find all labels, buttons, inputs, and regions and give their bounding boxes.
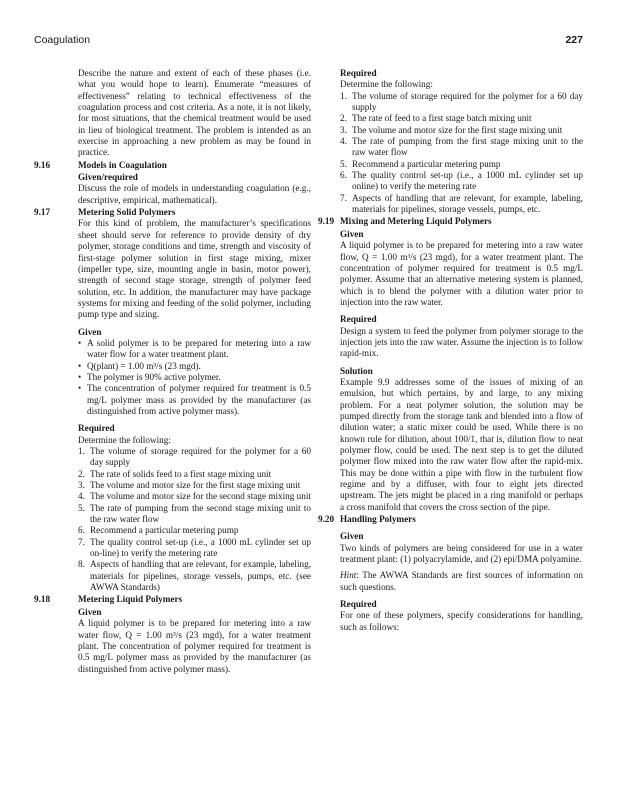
section-title: Models in Coagulation bbox=[78, 159, 167, 170]
given-heading: Given bbox=[340, 228, 364, 239]
list-item: 4. The volume and motor size for the second stage mixing unit bbox=[78, 491, 311, 502]
running-header bbox=[34, 34, 583, 48]
list-item: 1. The volume of storage required for the polymer for a 60 day supply bbox=[78, 446, 311, 468]
list-item: • A solid polymer is to be prepared for metering into a raw water flow for a water treatment plant. bbox=[78, 337, 311, 360]
required-list bbox=[78, 446, 311, 593]
section-number: 9.19 bbox=[318, 216, 335, 227]
list-item: 5. The rate of pumping from the second stage mixing unit to the raw water flow bbox=[78, 502, 311, 525]
list-item: 5. Recommend a particular metering pump bbox=[340, 158, 501, 169]
running-header-title: Coagulation bbox=[34, 34, 91, 46]
section-number: 9.17 bbox=[34, 207, 51, 218]
section-title: Metering Solid Polymers bbox=[78, 207, 176, 218]
given-heading: Given bbox=[78, 606, 102, 617]
list-item: 8. Aspects of handling that are relevant, for example, labeling, materials for pipelines, storage vessels, pumps, etc. (see AWWA Standards) bbox=[78, 559, 311, 593]
section-9-20-heading bbox=[318, 514, 583, 525]
list-item: 1. The volume of storage required for the polymer for a 60 day supply bbox=[340, 90, 583, 113]
given-heading: Given bbox=[78, 326, 102, 337]
section-9-19-given-text: A liquid polymer is to be prepared for metering into a raw water flow, Q = 1.00 m³/s (23 mgd), for a water treatment plant. The concentration of polymer required for treatment is 0.5 mg/L polymer. Assume that an alternative metering system is planned, which is to blend the polymer with a dilution water prior to injection into the raw water. bbox=[340, 240, 583, 307]
section-9-17-text: For this kind of problem, the manufacturer’s specifications sheet should serve for reference to provide density of dry polymer, storage conditions and time, strength and viscosity of first-stage polymer solution in first stage mixing, mixer (impeller type, size, mounting angle in basin, motor power), strength of second stage storage, strength of polymer feed solution, etc. In addition, the manufacturer may have package systems for mixing and feeding of the solid polymer, including pump type and sizing. bbox=[78, 218, 311, 320]
required-heading: Required bbox=[340, 314, 377, 325]
given-required-heading: Given/required bbox=[78, 172, 138, 183]
section-9-16-text: Discuss the role of models in understanding coagulation (e.g., descriptive, empirical, mathematical). bbox=[78, 183, 311, 205]
required-heading: Required bbox=[340, 599, 377, 610]
solution-heading: Solution bbox=[340, 365, 373, 376]
page-number: 227 bbox=[565, 34, 583, 46]
list-item: 6. The quality control set-up (i.e., a 1000 mL cylinder set up online) to verify the metering rate bbox=[340, 170, 583, 192]
list-item: 2. The rate of feed to a first stage batch mixing unit bbox=[340, 113, 532, 124]
given-bullet-list bbox=[78, 338, 311, 417]
section-title: Handling Polymers bbox=[340, 514, 416, 525]
intro-paragraph: Describe the nature and extent of each of these phases (i.e. what you would hope to learn). Enumerate “measures of effectiveness” relating to technical effectiveness of the coagulation process and cost criteria. As a note, it is not likely, for most situations, that the chemical treatment would be used in lieu of biological treatment. The problem is intended as an exercise in approaching a new problem as may be found in practice. bbox=[78, 68, 311, 158]
section-9-17-heading bbox=[34, 207, 311, 218]
required-heading: Required bbox=[340, 68, 377, 78]
section-number: 9.16 bbox=[34, 159, 51, 170]
list-item: 6. Recommend a particular metering pump bbox=[78, 525, 239, 536]
hint-text: : The AWWA Standards are first sources of information on such questions. bbox=[340, 570, 583, 592]
section-9-19-required-text: Design a system to feed the polymer from polymer storage to the injection jets into the raw water. Assume the injection is to follow rapid-mix. bbox=[340, 325, 583, 359]
list-item: 7. Aspects of handling that are relevant, for example, labeling, materials for pipelines, storage vessels, pumps, etc. bbox=[340, 192, 583, 215]
required-list bbox=[340, 91, 583, 216]
section-9-18-text: A liquid polymer is to be prepared for metering into a raw water flow, Q = 1.00 m³/s (23 mgd), for a water treatment plant. The concentration of polymer required for treatment is 0.5 mg/L polymer mass as provided by the manufacturer (as distinguished from active polymer mass). bbox=[78, 618, 311, 674]
section-9-20-given-text: Two kinds of polymers are being considered for use in a water treatment plant: (1) polyacrylamide, and (2) epi/DMA polyamine. bbox=[340, 542, 583, 565]
hint-paragraph bbox=[340, 570, 583, 593]
list-item: 3. The volume and motor size for the first stage mixing unit bbox=[78, 480, 301, 491]
required-heading: Required bbox=[78, 423, 115, 434]
list-item: • The polymer is 90% active polymer. bbox=[78, 371, 221, 382]
list-item: 3. The volume and motor size for the first stage mixing unit bbox=[340, 124, 563, 135]
section-9-19-solution-text: Example 9.9 addresses some of the issues of mixing of an emulsion, but which pertains, by and large, to any mixing problem. For a neat polymer solution, the solution may be pumped directly from the storage tank and blended into a flow of dilution water; a static mixer could be used. While there is no known rule for dilution, about 100/1, that is, dilution flow to neat polymer flow, could be used. The next step is to get the diluted polymer flow mixed into the raw water flow after the rapid-mix. This may be done within a pipe with flow in the turbulent flow regime and by a diffuser, with four to eight jets directed upstream. The jets might be placed in a ring manifold or perhaps a cross manifold that covers the cross section of the pipe. bbox=[340, 376, 583, 512]
given-heading: Given bbox=[340, 531, 364, 542]
section-title: Mixing and Metering Liquid Polymers bbox=[340, 216, 492, 227]
list-item: 4. The rate of pumping from the first stage mixing unit to the raw water flow bbox=[340, 136, 583, 158]
required-intro: Determine the following: bbox=[78, 434, 171, 445]
right-column bbox=[318, 68, 583, 633]
left-column bbox=[34, 68, 311, 675]
section-9-19-heading bbox=[318, 216, 583, 227]
section-9-16-heading bbox=[34, 160, 311, 171]
section-number: 9.20 bbox=[318, 514, 335, 525]
section-number: 9.18 bbox=[34, 594, 51, 605]
section-title: Metering Liquid Polymers bbox=[78, 594, 183, 605]
required-intro: Determine the following: bbox=[340, 79, 433, 90]
hint-label: Hint bbox=[340, 570, 357, 581]
list-item: 2. The rate of solids feed to a first stage mixing unit bbox=[78, 468, 272, 479]
list-item: • Q(plant) = 1.00 m³/s (23 mgd). bbox=[78, 360, 201, 371]
section-9-20-required-text: For one of these polymers, specify considerations for handling, such as follows: bbox=[340, 610, 583, 632]
section-9-18-heading bbox=[34, 594, 311, 605]
list-item: 7. The quality control set-up (i.e., a 1000 mL cylinder set up on-line) to verify the metering rate bbox=[78, 536, 311, 559]
list-item: • The concentration of polymer required for treatment is 0.5 mg/L polymer mass as provided by the manufacturer (as distinguished from active polymer mass). bbox=[78, 383, 311, 416]
